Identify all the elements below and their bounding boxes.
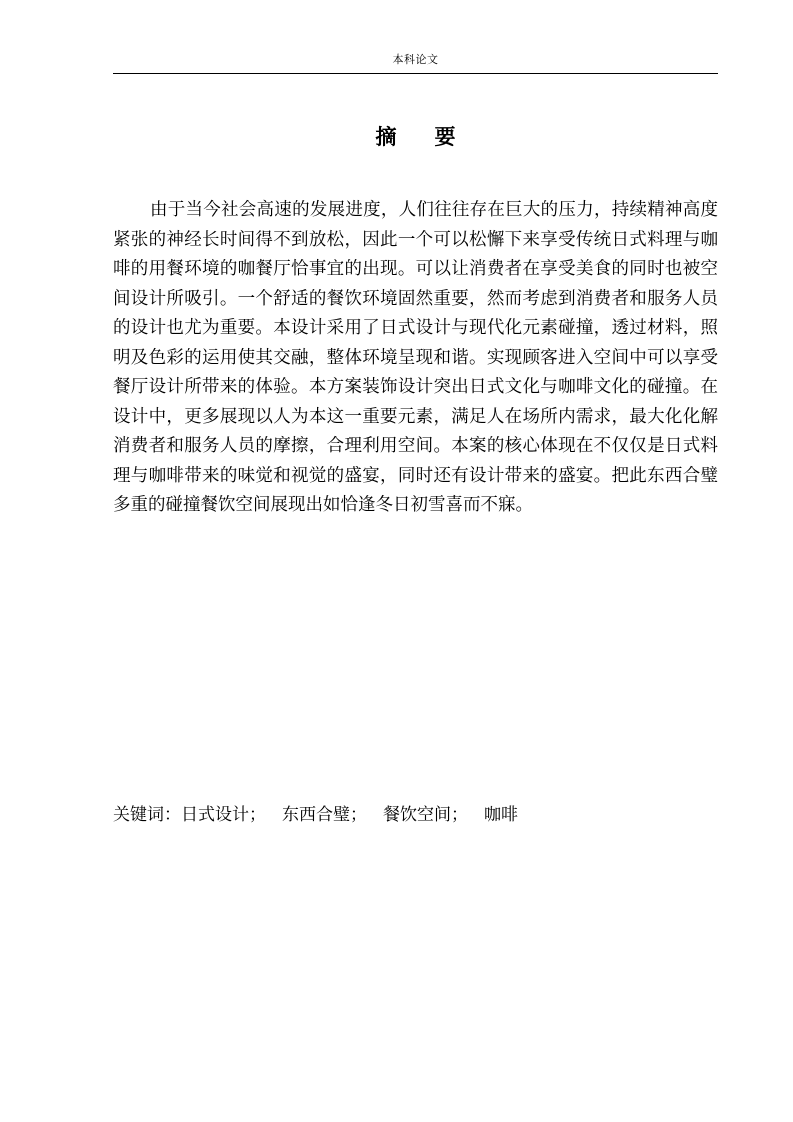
keyword-item: 日式设计 — [181, 805, 249, 825]
keyword-item: 餐饮空间 — [383, 805, 451, 825]
abstract-title: 摘要 — [375, 124, 494, 149]
keyword-separator: ； — [451, 805, 468, 825]
header-rule — [113, 73, 718, 74]
keyword-separator: ； — [350, 805, 367, 825]
keywords-line — [113, 801, 718, 829]
keyword-separator: ； — [249, 805, 266, 825]
keyword-item: 咖啡 — [484, 805, 518, 825]
keywords-label: 关键词： — [113, 805, 181, 825]
running-header: 本科论文 — [392, 53, 439, 66]
keyword-item: 东西合璧 — [282, 805, 350, 825]
abstract-body: 由于当今社会高速的发展进度，人们往往存在巨大的压力，持续精神高度紧张的神经长时间得不到放松，因此一个可以松懈下来享受传统日式料理与咖啡的用餐环境的咖餐厅恰事宜的出现。可以让消费者在享受美食的同时也被空间设计所吸引。一个舒适的餐饮环境固然重要，然而考虑到消费者和服务人员的设计也尤为重要。本设计采用了日式设计与现代化元素碰撞，透过材料，照明及色彩的运用使其交融，整体环境呈现和谐。实现顾客进入空间中可以享受餐厅设计所带来的体验。本方案装饰设计突出日式文化与咖啡文化的碰撞。在设计中，更多展现以人为本这一重要元素，满足人在场所内需求，最大化化解消费者和服务人员的摩擦，合理利用空间。本案的核心体现在不仅仅是日式料理与咖啡带来的味觉和视觉的盛宴，同时还有设计带来的盛宴。把此东西合璧多重的碰撞餐饮空间展现出如恰逢冬日初雪喜而不寐。 — [113, 200, 718, 515]
